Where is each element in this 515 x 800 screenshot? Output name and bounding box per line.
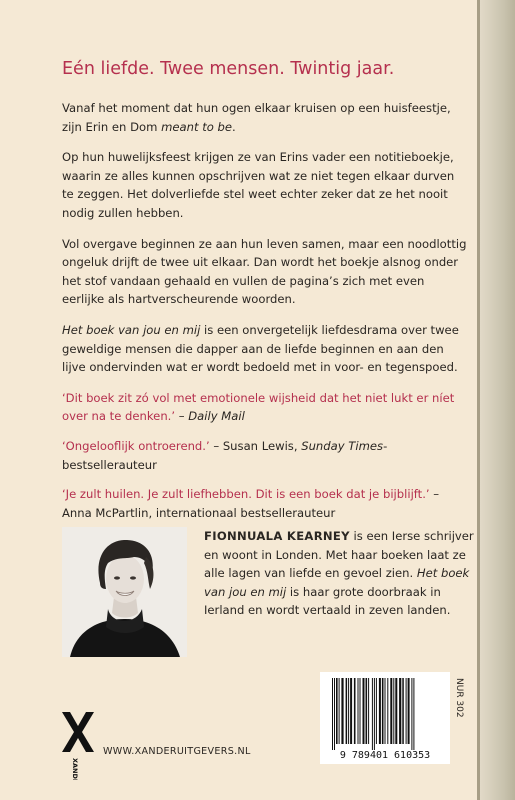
text-run: is een Ierse schrijver en woont in Londen. Met haar boeken laat ze alle lagen van liefde en gevoel zien. xyxy=(204,529,474,581)
barcode-bar xyxy=(339,678,340,744)
text-run: Op hun huwelijksfeest krijgen ze van Erins vader een notitieboekje, waarin ze alles kunnen opschrijven wat ze niet tegen elkaar durven te zeggen. Het dolverliefde stel weet echter zeker dat ze het nooit nodig zullen hebben. xyxy=(62,150,455,220)
barcode-bar xyxy=(360,678,361,744)
barcode-bar xyxy=(387,678,388,744)
barcode-bar xyxy=(376,678,377,744)
publisher-website: WWW.XANDERUITGEVERS.NL xyxy=(103,746,251,757)
barcode-bar xyxy=(408,678,410,744)
barcode-bar xyxy=(336,678,338,744)
book-spine xyxy=(477,0,515,800)
review-quote xyxy=(62,437,467,474)
barcode-bar xyxy=(413,678,414,750)
text-run: – Anna McPartlin, internationaal bestsellerauteur xyxy=(62,487,440,520)
barcode-bar xyxy=(399,678,401,744)
barcode-bar xyxy=(395,678,397,744)
text-run: – xyxy=(175,409,189,424)
quote-text: ‘Dit boek zit zó vol met emotionele wijsheid dat het niet lukt er níet over na te denken.’ xyxy=(62,390,455,424)
barcode-bar xyxy=(366,678,368,744)
barcode-bar xyxy=(348,678,349,744)
barcode-bar xyxy=(406,678,407,744)
italic-text: Het boek van jou en mij xyxy=(62,322,201,337)
quote-source xyxy=(175,409,245,423)
barcode-bar xyxy=(346,678,348,744)
quote-text: ‘Ongelooflijk ontroerend.’ xyxy=(62,438,210,453)
isbn-number: 9 789401 610353 xyxy=(339,750,431,761)
review-quote xyxy=(62,389,467,426)
barcode-bar xyxy=(368,678,369,744)
barcode-bar xyxy=(393,678,394,744)
barcode-bar xyxy=(354,678,356,744)
text-run: Vanaf het moment dat hun ogen elkaar kruisen op een huisfeestje, zijn Erin en Dom xyxy=(62,101,451,134)
italic-text: Het boek van jou en mij xyxy=(204,566,470,599)
barcode-bar xyxy=(363,678,365,744)
text-run: -bestsellerauteur xyxy=(62,438,388,472)
barcode-bar xyxy=(382,678,384,744)
barcode-bar xyxy=(390,678,392,744)
text-run: Vol overgave beginnen ze aan hun leven samen, maar een noodlottig ongeluk drijft de twee uit elkaar. Dan wordt het boekje alsnog onder het stof vandaan gehaald en vullen de pagina’s zich met even eerlijke als hartverscheurende woorden. xyxy=(62,236,467,307)
blurb xyxy=(62,99,467,377)
italic-text: meant to be xyxy=(161,119,233,134)
barcode-bar xyxy=(411,678,412,750)
quote-text: ‘Je zult huilen. Je zult liefhebben. Dit is een boek dat je bijblijft.’ xyxy=(62,487,430,502)
italic-text: Daily Mail xyxy=(188,409,245,424)
author-name: FIONNUALA KEARNEY xyxy=(204,529,350,543)
nur-code: NUR 302 xyxy=(454,678,464,718)
barcode-bar xyxy=(385,678,386,744)
blurb-paragraph xyxy=(62,99,467,136)
text-run: . xyxy=(232,119,236,134)
publisher-logo-text: XANDER xyxy=(71,758,79,780)
tagline: Eén liefde. Twee mensen. Twintig jaar. xyxy=(62,59,395,79)
blurb-paragraph xyxy=(62,148,467,222)
barcode-bar xyxy=(350,678,352,744)
barcode-bar xyxy=(334,678,335,750)
italic-text: Sunday Times xyxy=(301,438,384,453)
barcode-bar xyxy=(374,678,375,750)
text-run: – Susan Lewis, xyxy=(209,438,302,453)
author-bio xyxy=(204,527,474,620)
publisher-logo xyxy=(60,708,96,780)
barcode-bar xyxy=(341,678,343,744)
barcode-graphic xyxy=(320,672,450,764)
isbn-barcode xyxy=(320,672,450,764)
barcode-bar xyxy=(379,678,381,744)
barcode-bar xyxy=(358,678,359,744)
text-run: is een onvergetelijk liefdesdrama over twee geweldige mensen die dapper aan de liefde beginnen en aan den lijve ondervinden wat er wordt bedoeld met in voor- en tegenspoed. xyxy=(62,322,459,375)
review-quotes xyxy=(62,389,467,523)
back-cover-text xyxy=(62,58,467,533)
blurb-paragraph xyxy=(62,235,467,309)
blurb-paragraph xyxy=(62,321,467,377)
author-photo xyxy=(62,527,187,657)
barcode-bar xyxy=(402,678,404,744)
barcode-bar xyxy=(332,678,333,750)
barcode-bar xyxy=(372,678,373,750)
review-quote xyxy=(62,485,467,522)
text-run: is haar grote doorbraak in Ierland en wordt vertaald in zeven landen. xyxy=(204,584,451,618)
